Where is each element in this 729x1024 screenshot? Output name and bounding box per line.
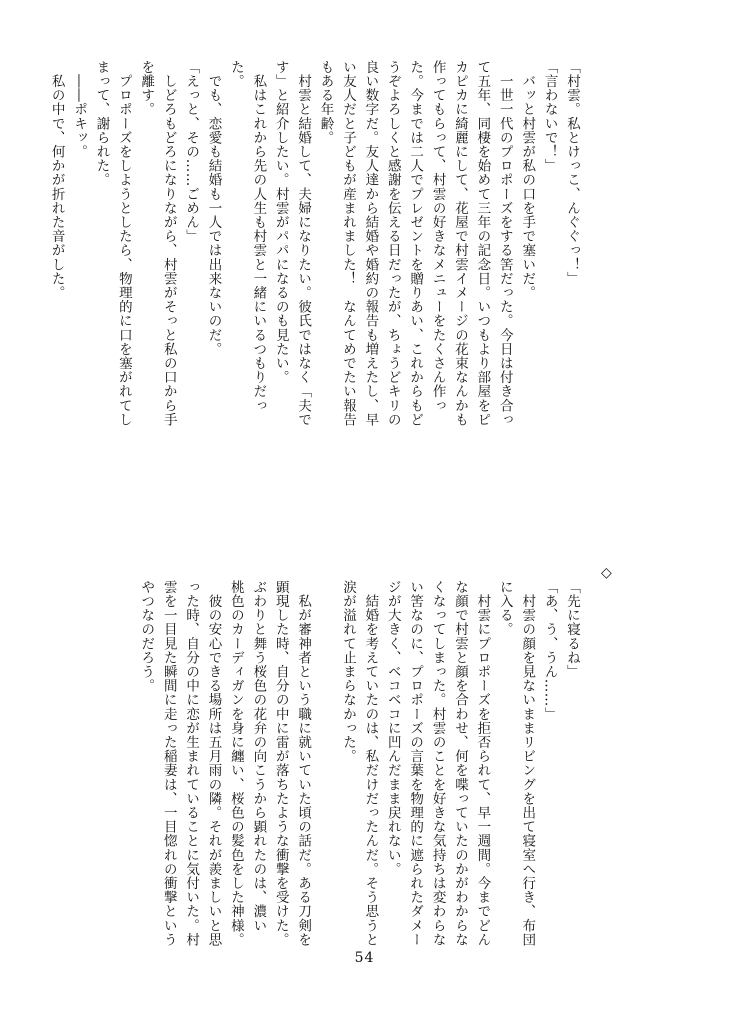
text-line: 私の中で、何かが折れた音がした。 — [48, 60, 65, 300]
page-number: 54 — [354, 950, 375, 966]
text-line: て五年、同棲を始めて三年の記念日。いつもより部屋をピ — [474, 60, 491, 427]
text-line: を離す。 — [138, 60, 155, 117]
text-line: ――ポキッ。 — [71, 60, 88, 159]
text-line: 桃色のカーディガンを身に纏い、桜色の髪色をした神様。 — [227, 580, 244, 947]
text-line: ぶわりと舞う桜色の花弁の向こうから顕れたのは、濃い — [250, 580, 267, 933]
text-line: でも、恋愛も結婚も一人では出来ないのだ。 — [205, 60, 222, 357]
section-break-mark: ◇ — [601, 565, 612, 581]
text-line: 「あ、う、うん……」 — [541, 580, 558, 721]
text-line: 涙が溢れて止まらなかった。 — [339, 580, 356, 764]
text-line: 作ってもらって、村雲の好きなメニューをたくさん作っ — [429, 60, 446, 413]
text-line: 私はこれから先の人生も村雲と一緒にいるつもりだっ — [250, 60, 267, 413]
text-line: な顔で村雲と顔を合わせ、何を喋っていたのかがわからな — [451, 580, 468, 947]
text-line: す」と紹介したい。村雲がパパになるのも見たい。 — [272, 60, 289, 385]
upper-text-block — [48, 60, 583, 508]
text-line: 私が審神者という職に就いていた頃の話だ。ある刀剣を — [295, 580, 312, 947]
text-line: プロポーズをしようとしたら、物理的に口を塞がれてし — [115, 60, 132, 427]
text-line: った時、自分の中に恋が生まれていることに気付いた。村 — [183, 580, 200, 947]
text-line: 村雲と結婚して、夫婦になりたい。彼氏ではなく「夫で — [295, 60, 312, 427]
text-line: た。今までは二人でプレゼントを贈りあい、これからもど — [407, 60, 424, 427]
text-line: 村雲の顔を見ないままリビングを出て寝室へ行き、布団 — [519, 580, 536, 947]
text-line: バッと村雲が私の口を手で塞いだ。 — [519, 60, 536, 300]
text-line: しどろもどろになりながら、村雲がそっと私の口から手 — [160, 60, 177, 427]
text-line: 結婚を考えていたのは、私だけだったんだ。そう思うと — [362, 580, 379, 947]
text-line: 一世一代のプロポーズをする筈だった。今日は付き合っ — [496, 60, 513, 427]
text-line: い筈なのに、プロポーズの言葉を物理的に遮られたダメー — [407, 580, 424, 947]
text-line: 「言わないで！」 — [541, 60, 558, 173]
text-line: もある年齢。 — [317, 60, 334, 145]
text-line: 村雲にプロポーズを拒否られて、早一週間。今までどん — [474, 580, 491, 947]
text-line: 「先に寝るね」 — [564, 580, 580, 679]
text-line: い友人だと子どもが産まれました！ なんてめでたい報告 — [339, 60, 356, 427]
text-line: た。 — [227, 60, 244, 89]
text-line: うぞよろしくと感謝を伝える日だったが、ちょうどキリの — [384, 60, 401, 427]
text-line: 彼の安心できる場所は五月雨の隣。それが羨ましいと思 — [205, 580, 222, 947]
text-line: に入る。 — [496, 580, 513, 637]
text-line: 良い数字だ。友人達から結婚や婚約の報告も増えたし、早 — [362, 60, 379, 427]
text-line: 顕現した時、自分の中に雷が落ちたような衝撃を受けた。 — [272, 580, 289, 947]
text-line: くなってしまった。村雲のことを好きな気持ちは変わらな — [429, 580, 446, 947]
text-line: カピカに綺麗にして、花屋で村雲イメージの花束なんかも — [451, 60, 468, 427]
text-line — [314, 580, 336, 980]
text-line: 雲を一目見た瞬間に走った稲妻は、一目惚れの衝撃という — [160, 580, 177, 947]
lower-text-block — [138, 580, 583, 980]
text-line: まって、謝られた。 — [93, 60, 110, 187]
text-line: ジが大きく、ベコベコに凹んだまま戻れない。 — [384, 580, 401, 877]
text-line: 「えっと、その……ごめん」 — [183, 60, 200, 244]
text-line: 「村雲。私とけっこ、んぐぐっ！」 — [564, 60, 580, 286]
text-line: やつなのだろう。 — [138, 580, 155, 693]
